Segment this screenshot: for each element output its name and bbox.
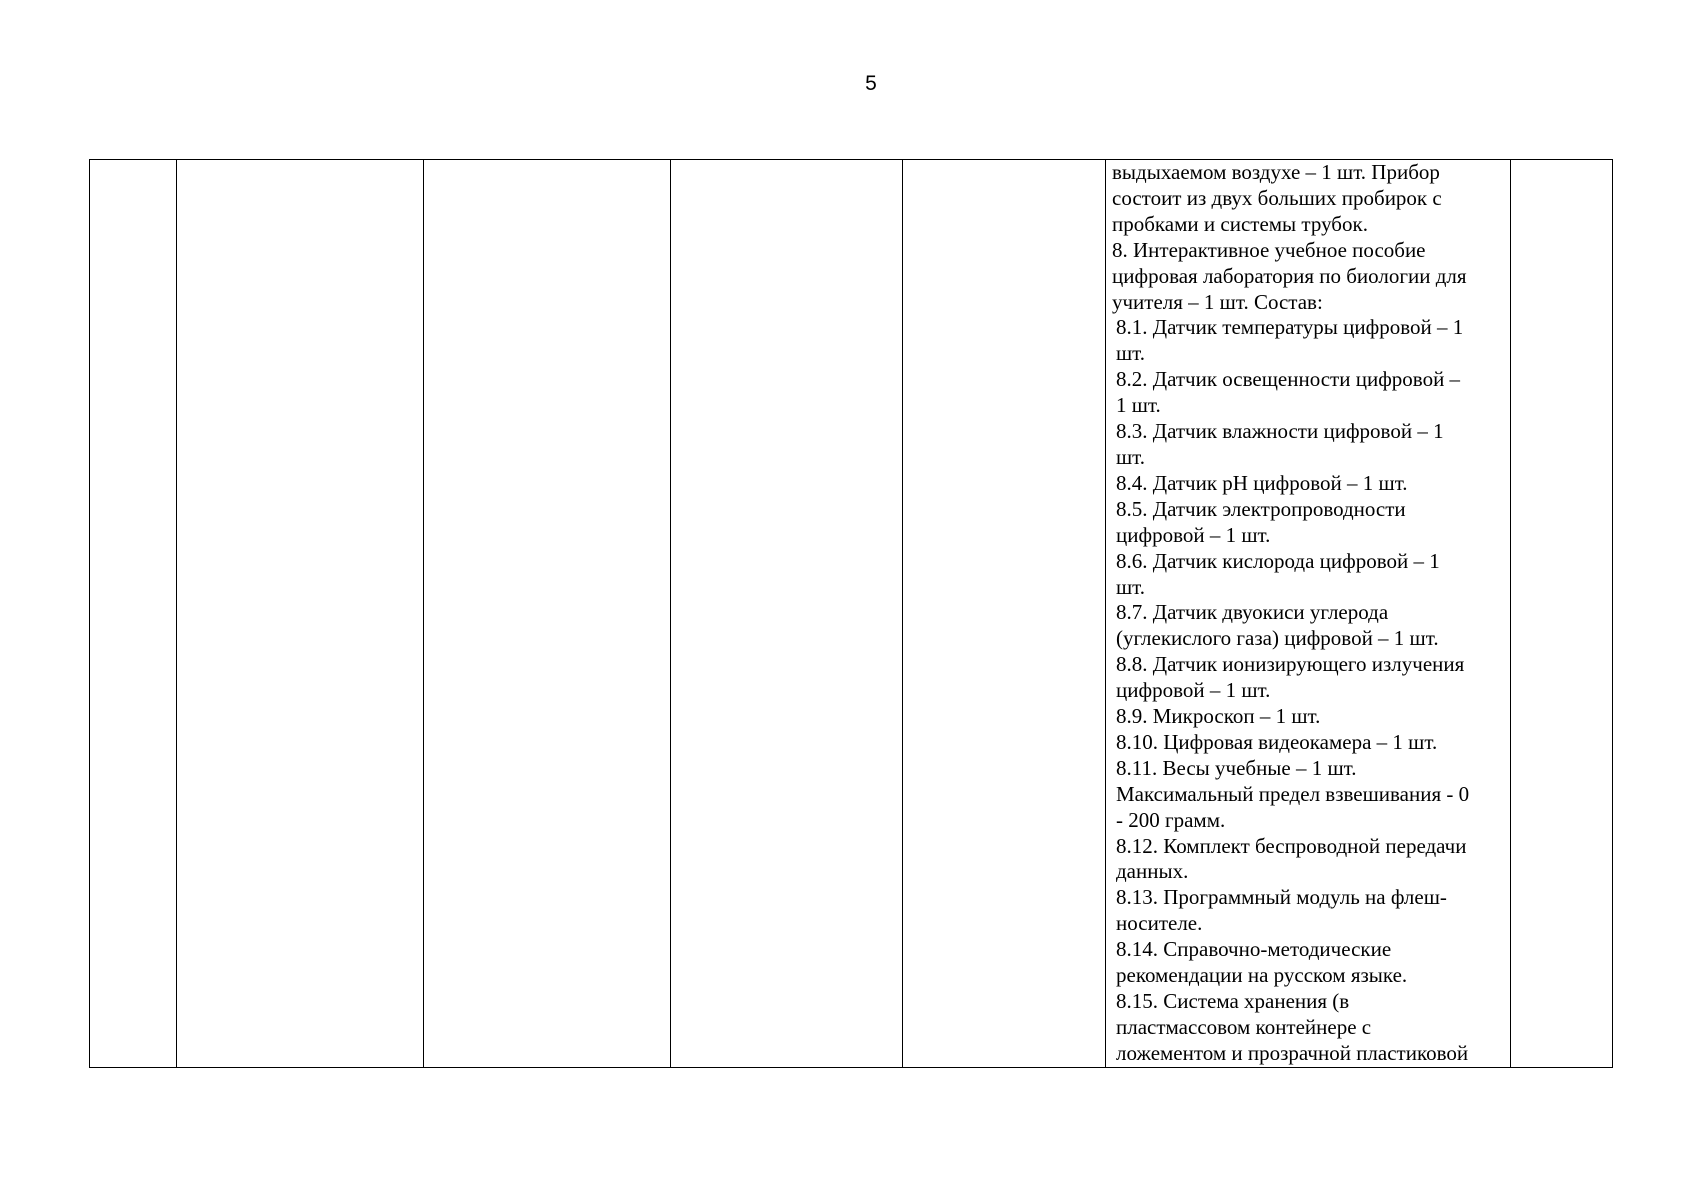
description-line: данных. <box>1116 859 1189 884</box>
cell-column-5 <box>903 160 1106 1068</box>
cell-last <box>1511 160 1613 1068</box>
description-line: 8.7. Датчик двуокиси углерода <box>1116 600 1389 625</box>
description-line: - 200 грамм. <box>1116 807 1226 832</box>
cell-column-3 <box>424 160 671 1068</box>
description-line: ложементом и прозрачной пластиковой <box>1116 1040 1469 1065</box>
description-line: 8.5. Датчик электропроводности <box>1116 496 1406 521</box>
table-row <box>90 160 1613 1068</box>
description-line: 8.9. Микроскоп – 1 шт. <box>1116 704 1321 729</box>
description-line: учителя – 1 шт. Состав: <box>1112 289 1323 314</box>
description-line: 8.11. Весы учебные – 1 шт. <box>1116 755 1357 780</box>
cell-column-4 <box>671 160 903 1068</box>
description-text <box>1112 160 1504 1067</box>
description-line: 8.15. Система хранения (в <box>1116 989 1350 1013</box>
description-line: цифровая лаборатория по биологии для <box>1112 263 1467 288</box>
description-line: 8.12. Комплект беспроводной передачи <box>1116 833 1467 858</box>
cell-name <box>177 160 424 1068</box>
description-line: 1 шт. <box>1116 393 1161 418</box>
description-line: 8.4. Датчик pH цифровой – 1 шт. <box>1116 470 1408 495</box>
description-line: выдыхаемом воздухе – 1 шт. Прибор <box>1112 160 1440 184</box>
description-line: пробками и системы трубок. <box>1112 211 1368 236</box>
description-line: 8.10. Цифровая видеокамера – 1 шт. <box>1116 729 1438 754</box>
description-line: 8.6. Датчик кислорода цифровой – 1 <box>1116 548 1440 573</box>
description-line: цифровой – 1 шт. <box>1116 522 1271 547</box>
description-line: шт. <box>1116 444 1146 469</box>
description-line: 8. Интерактивное учебное пособие <box>1112 237 1426 262</box>
description-line: 8.14. Справочно-методические <box>1116 937 1392 962</box>
description-line: (углекислого газа) цифровой – 1 шт. <box>1116 626 1439 651</box>
description-line: 8.1. Датчик температуры цифровой – 1 <box>1116 315 1464 340</box>
cell-description <box>1106 160 1511 1068</box>
description-line: 8.8. Датчик ионизирующего излучения <box>1116 652 1465 677</box>
description-line: рекомендации на русском языке. <box>1116 963 1408 988</box>
description-line: шт. <box>1116 341 1146 366</box>
description-line: 8.2. Датчик освещенности цифровой – <box>1116 367 1461 392</box>
cell-number <box>90 160 177 1068</box>
description-line: цифровой – 1 шт. <box>1116 678 1271 703</box>
description-line: Максимальный предел взвешивания - 0 <box>1116 781 1470 806</box>
page-number: 5 <box>865 72 877 95</box>
specification-table <box>89 159 1613 1068</box>
description-line: состоит из двух больших пробирок с <box>1112 185 1442 210</box>
description-line: шт. <box>1116 574 1146 599</box>
description-line: пластмассовом контейнере с <box>1116 1014 1372 1039</box>
description-line: 8.3. Датчик влажности цифровой – 1 <box>1116 419 1444 444</box>
description-line: носителе. <box>1116 911 1203 936</box>
description-line: 8.13. Программный модуль на флеш- <box>1116 885 1447 910</box>
